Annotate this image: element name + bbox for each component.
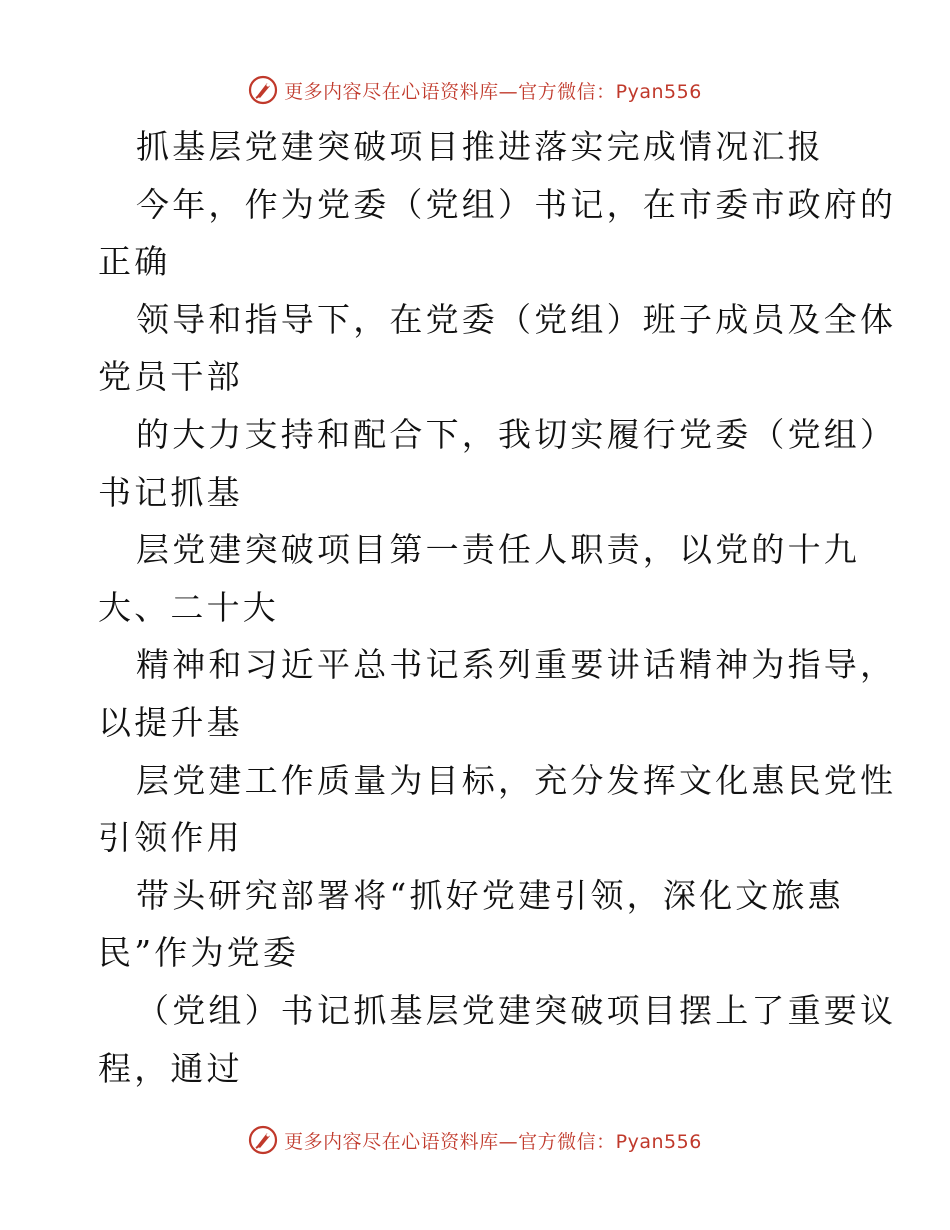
pen-nib-logo-icon [248,75,278,105]
header-banner [0,72,950,108]
footer-banner [0,1122,950,1158]
pen-nib-logo-icon [248,1125,278,1155]
paragraph-line: 民”作为党委 [98,933,300,973]
paragraph-line: 以提升基 [98,702,243,742]
document-body [98,118,897,1097]
paragraph-line: 党员干部 [98,357,243,397]
paragraph-line: 的大力支持和配合下，我切实履行党委（党组） [136,414,897,454]
paragraph-line: 层党建工作质量为目标，充分发挥文化惠民党性 [136,760,897,800]
paragraph-line: 层党建突破项目第一责任人职责，以党的十九 [136,530,860,570]
paragraph-line: （党组）书记抓基层党建突破项目摆上了重要议 [136,990,897,1030]
header-banner-text: 更多内容尽在心语资料库—官方微信：Pyan556 [284,80,702,103]
paragraph-line: 领导和指导下，在党委（党组）班子成员及全体 [136,299,897,339]
paragraph-line: 带头研究部署将“抓好党建引领，深化文旅惠 [136,875,844,915]
document-title: 抓基层党建突破项目推进落实完成情况汇报 [136,127,824,166]
paragraph-line: 程，通过 [98,1048,243,1088]
footer-banner-text: 更多内容尽在心语资料库—官方微信：Pyan556 [284,1130,702,1153]
paragraph-line: 今年，作为党委（党组）书记，在市委市政府的 [136,184,897,224]
paragraph-line: 引领作用 [98,818,243,858]
paragraph-line: 书记抓基 [98,472,243,512]
paragraph-line: 精神和习近平总书记系列重要讲话精神为指导， [136,645,897,685]
paragraph-line: 正确 [98,242,171,282]
paragraph-line: 大、二十大 [98,587,279,627]
